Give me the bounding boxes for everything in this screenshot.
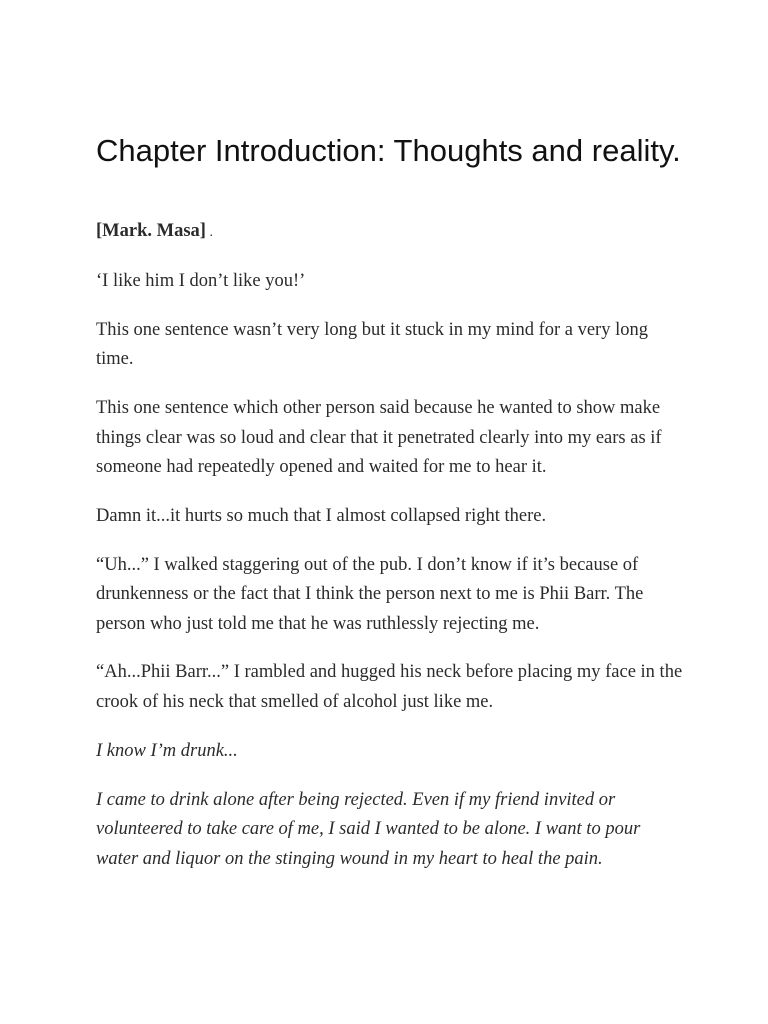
paragraph: ‘I like him I don’t like you!’ <box>96 270 306 291</box>
chapter-title: Chapter Introduction: Thoughts and reality. <box>96 133 681 168</box>
document-page <box>96 131 686 893</box>
author-name: [Mark. Masa] <box>96 221 206 241</box>
paragraph: Damn it...it hurts so much that I almost collapsed right there. <box>96 505 547 526</box>
italic-paragraph: I know I’m drunk... <box>96 740 238 761</box>
author-line <box>96 217 686 247</box>
paragraph: This one sentence which other person said because he wanted to show make things clear was so loud and clear that it penetrated clearly into my ears as if someone had repeatedly opened and waited for me to hear it. <box>96 398 662 477</box>
paragraph: “Ah...Phii Barr...” I rambled and hugged his neck before placing my face in the crook of his neck that smelled of alcohol just like me. <box>96 662 683 712</box>
author-suffix: . <box>205 225 213 240</box>
paragraph: “Uh...” I walked staggering out of the pub. I don’t know if it’s because of drunkenness or the fact that I think the person next to me is Phii Barr. The person who just told me that he was ruthlessly rejecting me. <box>96 554 644 634</box>
italic-paragraph: I came to drink alone after being rejected. Even if my friend invited or volunteered to take care of me, I said I wanted to be alone. I want to pour water and liquor on the stinging wound in my heart to heal the pain. <box>96 789 641 869</box>
paragraph: This one sentence wasn’t very long but it stuck in my mind for a very long time. <box>96 319 648 370</box>
